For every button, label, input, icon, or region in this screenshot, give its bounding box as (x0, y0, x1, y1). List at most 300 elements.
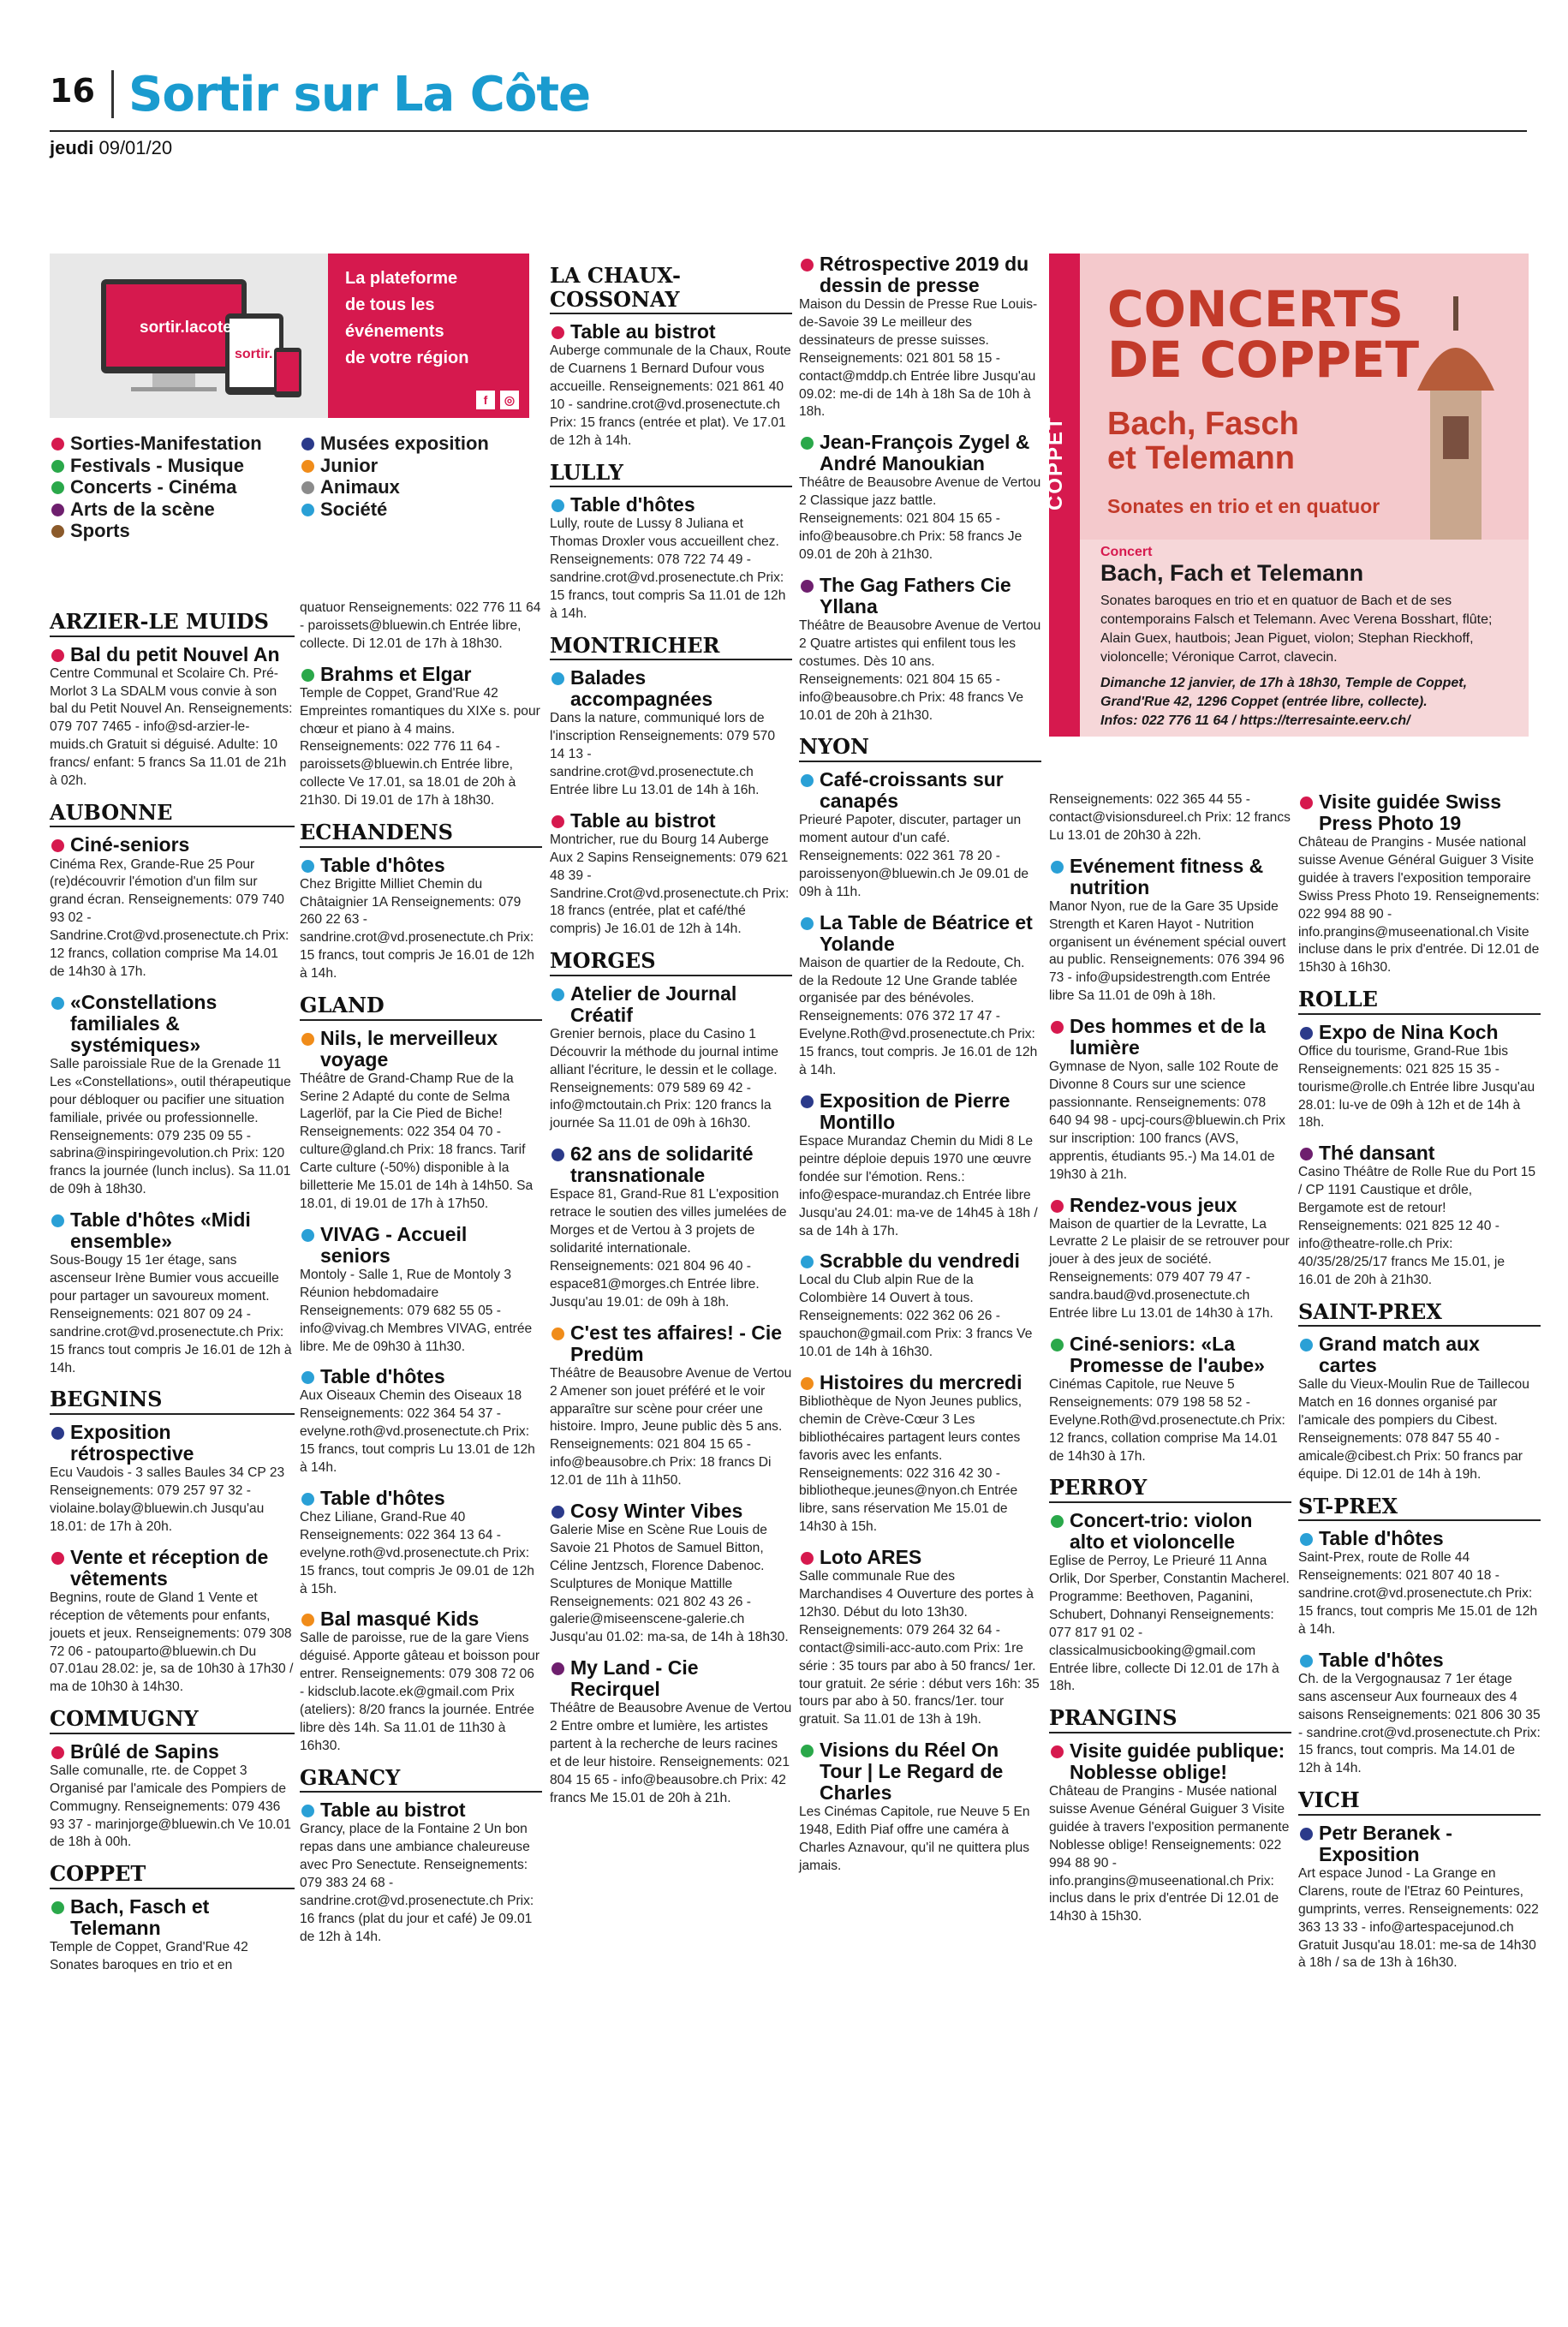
category-dot-icon (301, 504, 314, 516)
event-title (1049, 856, 1291, 898)
ad-text (345, 266, 468, 372)
concert-title-line: CONCERTS (1107, 280, 1404, 338)
event-listing (799, 1250, 1041, 1362)
event-details: Chez Brigitte Milliet Chemin du Châtaignier 1A Renseignements: 079 260 22 63 - sandrine.crot@vd.prosenectute.ch Prix: 15 francs, tout compris Je 16.01 de 12h à 14h. (300, 876, 534, 982)
event-title-text: VIVAG - Accueil seniors (320, 1222, 468, 1267)
event-details: Local du Club alpin Rue de la Colombière 14 Ouvert à tous. Renseignements: 022 362 06 26 - spauchon@gmail.com Prix: 3 francs Ve 10.01 de 14h à 16h30. (799, 1273, 1033, 1360)
event-title (550, 1657, 792, 1700)
event-title-text: Atelier de Journal Créatif (570, 982, 737, 1026)
page-number: 16 (50, 72, 95, 110)
event-listing (300, 855, 542, 983)
category-dot-icon (1051, 1515, 1064, 1528)
legend-col-left (50, 433, 262, 543)
event-title-text: Histoires du mercredi (820, 1370, 1022, 1393)
concert-subtitle-2: Sonates en trio et en quatuor (1107, 495, 1380, 517)
concert-body (1100, 545, 1511, 731)
event-title (799, 912, 1041, 955)
category-dot-icon (1300, 1339, 1313, 1351)
event-listing (550, 1322, 792, 1490)
event-title-text: La Table de Béatrice et Yolande (820, 910, 1033, 955)
category-dot-icon (551, 1328, 564, 1340)
legend-col-right (300, 433, 489, 521)
category-dot-icon (551, 1149, 564, 1161)
event-listing (550, 810, 792, 939)
event-details: Salle paroissiale Rue de la Grenade 11 Les «Constellations», outil thérapeutique pour débloquer ou pacifier une situation familiale, privée ou professionnelle. Renseignements: 079 235 09 55 - sabrina@inspiringevolution.ch Prix: 120 francs la journée (lunch inclus). Sa 11.01 de 09h à 18h30. (50, 1056, 291, 1197)
event-title-text: Balades accompagnées (570, 666, 713, 711)
event-title (799, 1250, 1041, 1272)
event-title (1298, 1650, 1541, 1671)
event-title (300, 1488, 542, 1509)
category-dot-icon (301, 481, 314, 494)
event-details: Manor Nyon, rue de la Gare 35 Upside Strength et Karen Hayot - Nutrition organisent un événement spécial ouvert au public. Renseignements: 076 394 96 73 - info@upsidestrength.com Entrée libre Sa 11.01 de 09h à 18h. (1049, 898, 1286, 1004)
event-listing (799, 1739, 1041, 1876)
event-title (300, 855, 542, 876)
legend-item (50, 499, 262, 520)
category-dot-icon (1051, 861, 1064, 874)
event-details: Begnins, route de Gland 1 Vente et réception de vêtements pour enfants, jouets et jeux. Renseignements: 079 308 72 06 - patouparto@bluewin.ch Du 07.01au 28.02: je, sa de 10h30 à 17h30 / ma de 10h30 à 14h30. (50, 1590, 294, 1695)
event-details: Salle communale Rue des Marchandises 4 Ouverture des portes à 12h30. Début du loto 13h30. Renseignements: 079 264 32 64 - contact@simili-acc-auto.com Prix: 1re série : 35 tours par abo à 50 francs/ 1er. tour gratuit. 2e série : début vers 16h: 35 tours par abo à 50. francs/1er. tour gratuit. Sa 11.01 de 13h à 19h. (799, 1569, 1040, 1727)
event-title-text: Table au bistrot (570, 808, 716, 832)
concert-subtitle (1107, 408, 1299, 476)
event-details: Grancy, place de la Fontaine 2 Un bon repas dans une ambiance chaleureuse avec Pro Senectute. Renseignements: 079 383 24 68 - sandrine.crot@vd.prosenectute.ch Prix: 16 francs (plat du jour et café) Je 09.01 de 12h à 14h. (300, 1822, 534, 1944)
category-dot-icon (551, 988, 564, 1001)
event-title-text: 62 ans de solidarité transnationale (570, 1143, 754, 1187)
town-heading: SAINT-PREX (1298, 1300, 1541, 1328)
event-details: Sous-Bougy 15 1er étage, sans ascenseur Irène Bumier vous accueille pour partager un savoureux moment. Renseignements: 021 807 09 24 - sandrine.crot@vd.prosenectute.ch Prix: 15 francs tout compris Je 16.01 de 12h à 14h. (50, 1253, 292, 1375)
category-dot-icon (551, 672, 564, 685)
event-title (1298, 1528, 1541, 1549)
event-listing (300, 1224, 542, 1357)
event-listing (1298, 1334, 1541, 1483)
event-title-text: Des hommes et de la lumière (1070, 1015, 1266, 1059)
event-details: Maison du Dessin de Presse Rue Louis-de-Savoie 39 Le meilleur des dessinateurs de presse suisses. Renseignements: 021 801 58 15 - contact@mddp.ch Entrée libre Jusqu'au 09.02: me-di de 14h à 18h Sa de 10h à 18h. (799, 297, 1038, 420)
event-title-text: Ciné-seniors: «La Promesse de l'aube» (1070, 1332, 1265, 1376)
concert-feature (1044, 254, 1529, 737)
event-title (1298, 1823, 1541, 1865)
legend-item (300, 477, 489, 498)
town-heading: MORGES (550, 949, 792, 976)
event-details: quatuor Renseignements: 022 776 11 64 - paroissets@bluewin.ch Entrée libre, collecte. Di 12.01 de 17h à 18h30. (300, 600, 541, 651)
event-details: Auberge communale de la Chaux, Route de Cuarnens 1 Bernard Dufour vous accueille. Renseignements: 021 861 40 10 - sandrine.crot@vd.prosenectute.ch Prix: 15 francs (entrée et plat). Ve 17.01 de 12h à 14h. (550, 343, 791, 448)
sortir-advertisement[interactable] (50, 254, 529, 418)
event-title (50, 1209, 295, 1252)
event-title-text: Brûlé de Sapins (70, 1739, 219, 1763)
legend-item (300, 456, 489, 476)
event-title-text: Jean-François Zygel & André Manoukian (820, 431, 1030, 475)
event-details: Bibliothèque de Nyon Jeunes publics, chemin de Crève-Cœur 3 Les bibliothécaires partagent leurs contes favoris avec les enfants. Renseignements: 022 316 42 30 - bibliotheque.jeunes@nyon.ch Entrée libre, sans réservation Me 15.01 de 14h30 à 15h. (799, 1393, 1022, 1535)
event-details: Montricher, rue du Bourg 14 Auberge Aux 2 Sapins Renseignements: 079 621 48 39 - Sandrine.Crot@vd.prosenectute.ch Prix: 18 francs (entrée, plat et café/thé compris) Je 16.01 de 12h à 14h. (550, 832, 790, 937)
town-heading: ST-PREX (1298, 1495, 1541, 1522)
concert-kind: Concert (1100, 545, 1153, 559)
event-title (50, 1741, 295, 1763)
event-listing (1049, 1016, 1291, 1184)
legend-label: Animaux (320, 476, 400, 498)
event-details: Aux Oiseaux Chemin des Oiseaux 18 Renseignements: 022 364 54 37 - evelyne.roth@vd.prosenectute.ch Prix: 15 francs, tout compris Lu 13.01 de 12h à 14h. (300, 1388, 535, 1476)
event-listing (300, 1366, 542, 1477)
concert-name: Bach, Fach et Telemann (1100, 560, 1364, 586)
event-listing (1049, 1740, 1291, 1926)
category-dot-icon (551, 1506, 564, 1519)
event-title-text: Rendez-vous jeux (1070, 1193, 1237, 1216)
event-title (1298, 1143, 1541, 1164)
event-title-text: Bal masqué Kids (320, 1608, 480, 1631)
event-details: Lully, route de Lussy 8 Juliana et Thomas Droxler vous accueillent chez. Renseignements: 078 722 74 49 - sandrine.crot@vd.prosenectute.ch Prix: 15 francs, tout compris Sa 11.01 de 12h à 14h. (550, 516, 786, 621)
event-listing (550, 1501, 792, 1647)
event-details: Renseignements: 022 365 44 55 - contact@visionsdureel.ch Prix: 12 francs Lu 13.01 de 20h30 à 22h. (1049, 792, 1291, 843)
event-title (799, 432, 1041, 474)
category-dot-icon (1300, 1655, 1313, 1668)
category-dot-icon (51, 504, 64, 516)
town-heading: AUBONNE (50, 801, 295, 828)
event-listing (799, 1547, 1041, 1729)
event-title-text: Scrabble du vendredi (820, 1250, 1020, 1273)
concert-subtitle-line: Bach, Fasch (1107, 406, 1299, 442)
event-title-text: The Gag Fathers Cie Yllana (820, 573, 1011, 618)
social-icons (476, 391, 519, 409)
event-listing (550, 667, 792, 800)
concert-tag-label: COPPET (1044, 415, 1067, 510)
event-title (300, 1366, 542, 1387)
event-listing (300, 664, 542, 810)
category-dot-icon (51, 460, 64, 473)
category-dot-icon (1051, 1021, 1064, 1034)
category-dot-icon (801, 580, 814, 593)
event-listing (799, 575, 1041, 725)
category-dot-icon (801, 1552, 814, 1565)
event-details: Ch. de la Vergognausaz 7 1er étage sans ascenseur Aux fourneaux des 4 saisons Renseignements: 021 806 30 35 - sandrine.crot@vd.prosenectute.ch Prix: 15 francs, tout compris. Ma 14.01 de 12h à 14h. (1298, 1671, 1541, 1776)
event-details: Théâtre de Beausobre Avenue de Vertou 2 Amener son jouet préféré et le voir apparaître sur scène pour créer une histoire. Impro, Jeune public dès 5 ans. Renseignements: 021 804 15 65 - info@beausobre.ch Prix: 18 francs Di 12.01 de 11h à 11h50. (550, 1365, 792, 1489)
event-listing (799, 1372, 1041, 1536)
category-dot-icon (801, 1745, 814, 1757)
event-listing (1298, 1022, 1541, 1133)
category-dot-icon (1051, 1745, 1064, 1758)
event-title (300, 1608, 542, 1630)
event-title (50, 834, 295, 856)
legend-item (50, 477, 262, 498)
event-details: Les Cinémas Capitole, rue Neuve 5 En 1948, Edith Piaf offre une caméra à Charles Aznavour, qu'il ne quittera plus jamais. (799, 1805, 1030, 1874)
event-title (799, 1547, 1041, 1568)
town-heading: LULLY (550, 461, 792, 488)
event-details: Temple de Coppet, Grand'Rue 42 Empreintes romantiques du XIXe s. pour chœur et piano à 4 mains. Renseignements: 022 776 11 64 - paroissets@bluewin.ch Entrée libre, collecte Ve 17.01, sa 18.01 de 20h à 21h30. Di 19.01 de 17h à 18h30. (300, 685, 540, 808)
event-listing (799, 912, 1041, 1080)
header-rule (50, 130, 1527, 132)
event-details: Dans la nature, communiqué lors de l'inscription Renseignements: 079 570 14 13 - sandrine.crot@vd.prosenectute.ch Entrée libre Lu 13.01 de 14h à 16h. (550, 711, 776, 797)
town-heading: ARZIER-LE MUIDS (50, 610, 295, 637)
event-title-text: Expo de Nina Koch (1319, 1020, 1499, 1043)
event-title-text: Cosy Winter Vibes (570, 1499, 743, 1522)
event-details: Théâtre de Beausobre Avenue de Vertou 2 Quatre artistes qui enfilent tous les costumes. Dès 10 ans. Renseignements: 021 804 15 65 - info@beausobre.ch Prix: 48 francs Ve 10.01 de 20h à 21h30. (799, 618, 1041, 723)
category-dot-icon (801, 774, 814, 787)
category-dot-icon (301, 460, 314, 473)
event-details: Château de Prangins - Musée national suisse Avenue Général Guiguer 3 Visite guidée à travers l'exposition temporaire Swiss Press Photo 19. Renseignements: 022 994 88 90 - info.prangins@museenational.ch Visite incluse dans le prix d'entrée. Di 12.01 de 15h30 à 16h30. (1298, 835, 1540, 976)
event-listing (50, 992, 295, 1199)
category-dot-icon (51, 839, 64, 852)
category-dot-icon (301, 669, 314, 682)
section-title: Sortir sur La Côte (128, 67, 591, 122)
event-title-text: Loto ARES (820, 1546, 922, 1569)
event-title-text: Visions du Réel On Tour | Le Regard de Charles (820, 1739, 1004, 1805)
category-dot-icon (51, 1746, 64, 1759)
event-title (1298, 1334, 1541, 1376)
category-dot-icon (301, 1493, 314, 1506)
event-listing (799, 769, 1041, 902)
event-title (300, 1028, 542, 1071)
event-listing (550, 1657, 792, 1807)
svg-text:sortir.: sortir. (235, 347, 273, 361)
event-title-text: Visite guidée publique: Noblesse oblige! (1070, 1739, 1285, 1783)
event-listing (50, 834, 295, 981)
event-title-text: Thé dansant (1319, 1142, 1435, 1165)
event-listing (799, 254, 1041, 421)
column-2 (300, 600, 542, 1957)
event-title (799, 1372, 1041, 1393)
town-heading: PRANGINS (1049, 1706, 1291, 1733)
event-title (300, 1799, 542, 1821)
event-details: Eglise de Perroy, Le Prieuré 11 Anna Orlik, Dor Sperber, Constantin Macherel. Programme: Beethoven, Paganini, Schubert, Dohnanyi Renseignements: 077 817 91 02 - classicalmusicbooking@gmail.com Entrée libre, collecte Di 12.01 de 17h à 18h. (1049, 1554, 1290, 1694)
event-details: Chez Liliane, Grand-Rue 40 Renseignements: 022 364 13 64 - evelyne.roth@vd.prosenectute.ch Prix: 15 francs, tout compris Je 09.01 de 12h à 15h. (300, 1509, 534, 1596)
event-title-text: Petr Beranek - Exposition (1319, 1821, 1452, 1865)
event-details: Salle de paroisse, rue de la gare Viens déguisé. Apporte gâteau et boisson pour entrer. Renseignements: 079 308 72 06 - kidsclub.lacote.ek@gmail.com Prix (ateliers): 8/20 francs la journée. Entrée libre dès 14h. Sa 11.01 de 11h30 à 16h30. (300, 1631, 540, 1753)
event-details: Château de Prangins - Musée national suisse Avenue Général Guiguer 3 Visite guidée à travers l'exposition permanente Noblesse oblige! Renseignements: 022 994 88 90 - info.prangins@museenational.ch Prix: inclus dans le prix d'entrée Di 12.01 de 14h30 à 15h30. (1049, 1784, 1290, 1924)
event-title-text: My Land - Cie Recirquel (570, 1656, 699, 1701)
concert-info: Dimanche 12 janvier, de 17h à 18h30, Temple de Coppet, Grand'Rue 42, 1296 Coppet (entrée libre, collecte). (1100, 676, 1468, 710)
event-details: Montoly - Salle 1, Rue de Montoly 3 Réunion hebdomadaire Renseignements: 079 682 55 05 - info@vivag.ch Membres VIVAG, entrée libre. Me de 09h30 à 11h30. (300, 1267, 533, 1354)
column-3 (550, 254, 792, 1818)
event-listing (300, 1608, 542, 1755)
issue-date-value: 09/01/20 (98, 137, 173, 158)
event-details: Casino Théâtre de Rolle Rue du Port 15 / CP 1191 Caustique et drôle, Bergamote est de retour! Renseignements: 021 825 12 40 - info@theatre-rolle.ch Prix: 40/35/28/25/17 francs Me 15.01, je 16.01 de 20h à 21h30. (1298, 1165, 1536, 1287)
legend-label: Sorties-Manifestation (70, 433, 262, 454)
event-title-text: Visite guidée Swiss Press Photo 19 (1319, 791, 1502, 835)
header-separator (111, 70, 114, 118)
category-dot-icon (51, 1214, 64, 1227)
category-dot-icon (801, 1256, 814, 1268)
category-dot-icon (51, 438, 64, 450)
event-listing (799, 1090, 1041, 1240)
event-details: Salle comunalle, rte. de Coppet 3 Organisé par l'amicale des Pompiers de Commugny. Renseignements: 079 436 93 37 - marinjorge@bluewin.ch Ve 10.01 de 18h à 00h. (50, 1763, 291, 1850)
event-title-text: Evénement fitness & nutrition (1070, 854, 1264, 898)
event-listing (50, 1896, 295, 1975)
event-title (300, 1224, 542, 1267)
devices-illustration (50, 254, 328, 418)
concert-title (1107, 280, 1420, 390)
event-listing (1298, 1650, 1541, 1778)
ad-line: de tous les (345, 295, 435, 314)
event-listing (550, 494, 792, 623)
event-title-text: C'est tes affaires! - Cie Predüm (570, 1321, 783, 1365)
event-details: Théâtre de Beausobre Avenue de Vertou 2 Classique jazz battle. Renseignements: 021 804 15 65 - info@beausobre.ch Prix: 58 francs Je 09.01 de 20h à 21h30. (799, 475, 1041, 563)
event-details: Espace 81, Grand-Rue 81 L'exposition retrace le soutien des villes jumelées de Morges et de Vertou à 3 projets de solidarité internationale. Renseignements: 021 804 96 40 - espace81@morges.ch Entrée libre. Jusqu'au 19.01: de 09h à 18h. (550, 1187, 787, 1310)
event-details: Ecu Vaudois - 3 salles Baules 34 CP 23 Renseignements: 079 257 97 32 - violaine.bolay@bluewin.ch Jusqu'au 18.01: de 17h à 20h. (50, 1465, 285, 1534)
category-dot-icon (301, 438, 314, 450)
page-header (50, 67, 1527, 135)
category-dot-icon (1300, 1533, 1313, 1546)
category-dot-icon (51, 649, 64, 662)
category-dot-icon (801, 1377, 814, 1390)
event-listing (550, 983, 792, 1133)
category-dot-icon (801, 259, 814, 271)
event-listing (1298, 1143, 1541, 1289)
category-dot-icon (51, 1427, 64, 1440)
category-dot-icon (301, 1371, 314, 1384)
event-title-text: Nils, le merveilleux voyage (320, 1026, 498, 1071)
event-listing (1298, 791, 1541, 977)
concert-info-contact[interactable]: Infos: 022 776 11 64 / https://terresainte.eerv.ch/ (1100, 713, 1410, 729)
legend-label: Festivals - Musique (70, 454, 244, 476)
category-dot-icon (1051, 1339, 1064, 1351)
concert-title-line: DE COPPET (1107, 331, 1420, 390)
event-title (799, 254, 1041, 296)
event-listing (1049, 791, 1291, 845)
event-title-text: Bach, Fasch et Telemann (70, 1894, 210, 1939)
event-listing (300, 1028, 542, 1214)
event-title (50, 1896, 295, 1939)
event-details: Espace Murandaz Chemin du Midi 8 Le peintre déploie depuis 1970 une œuvre fondée sur l'émotion. Rens.: info@espace-murandaz.ch Entrée libre Jusqu'au 24.01: ma-ve de 14h45 à 18h / sa de 14h à 17h. (799, 1134, 1038, 1238)
event-details: Maison de quartier de la Redoute, Ch. de la Redoute 12 Une Grande tablée organisée par des bénévoles. Renseignements: 076 372 17 47 - Evelyne.Roth@vd.prosenectute.ch Prix: 15 francs, tout compris. Je 16.01 de 12h à 14h. (799, 955, 1038, 1078)
event-title-text: Exposition de Pierre Montillo (820, 1089, 1011, 1133)
event-title (1049, 1195, 1291, 1216)
event-listing (1298, 1528, 1541, 1639)
ad-line: La plateforme (345, 269, 458, 288)
event-details: Cinéma Rex, Grande-Rue 25 Pour (re)découvrir l'émotion d'un film sur grand écran. Renseignements: 079 740 93 02 - Sandrine.Crot@vd.prosenectute.ch Prix: 12 francs, collation comprise Ma 14.01 de 14h30 à 17h. (50, 856, 289, 979)
event-details: Théâtre de Beausobre Avenue de Vertou 2 Entre ombre et lumière, les artistes partent à la recherche de leurs racines et de leur histoire. Renseignements: 021 804 15 65 - info@beausobre.ch Prix: 42 francs Me 15.01 de 20h à 21h. (550, 1701, 792, 1805)
legend-label: Musées exposition (320, 433, 489, 454)
issue-day: jeudi (50, 137, 94, 158)
event-title (1298, 791, 1541, 834)
column-4 (799, 254, 1041, 1886)
instagram-icon[interactable]: ◎ (500, 391, 519, 409)
category-dot-icon (1300, 1148, 1313, 1161)
town-heading: ECHANDENS (300, 820, 542, 848)
event-title (799, 769, 1041, 812)
event-title (550, 810, 792, 832)
legend-label: Sports (70, 520, 130, 542)
event-details: Office du tourisme, Grand-Rue 1bis Renseignements: 021 825 15 35 - tourisme@rolle.ch Entrée libre Jusqu'au 28.01: lu-ve de 09h à 12h et de 14h à 18h. (1298, 1043, 1535, 1131)
event-title (799, 575, 1041, 618)
event-title (550, 667, 792, 710)
category-dot-icon (1051, 1200, 1064, 1213)
event-title-text: Table d'hôtes «Midi ensemble» (70, 1208, 251, 1253)
town-heading: VICH (1298, 1788, 1541, 1816)
event-details: Salle du Vieux-Moulin Rue de Taillecou Match en 16 donnes organisé par l'amicale des pompiers du Cibest. Renseignements: 078 847 55 40 - amicale@cibest.ch Prix: 50 francs par équipe. Di 12.01 de 14h à 19h. (1298, 1377, 1529, 1482)
event-title-text: Bal du petit Nouvel An (70, 642, 280, 665)
event-title (1049, 1740, 1291, 1783)
event-listing (1049, 1195, 1291, 1323)
concert-subtitle-line: et Telemann (1107, 439, 1295, 476)
category-dot-icon (51, 1901, 64, 1914)
ad-banner (328, 254, 529, 418)
event-title-text: Table d'hôtes (1319, 1527, 1444, 1550)
event-title (550, 983, 792, 1026)
category-dot-icon (551, 326, 564, 339)
town-heading: GRANCY (300, 1766, 542, 1793)
event-details: Prieuré Papoter, discuter, partager un moment autour d'un café. Renseignements: 022 361 78 20 - paroissenyon@bluewin.ch Je 09.01 de 09h à 11h. (799, 813, 1029, 899)
category-dot-icon (301, 1229, 314, 1242)
event-details: Temple de Coppet, Grand'Rue 42 Sonates baroques en trio et en (50, 1940, 248, 1972)
event-title-text: Concert-trio: violon alto et violoncelle (1070, 1509, 1253, 1554)
event-listing (300, 1799, 542, 1946)
event-listing (300, 1488, 542, 1599)
concert-tag (1044, 254, 1080, 737)
event-title (50, 1547, 295, 1590)
event-title (50, 1422, 295, 1465)
event-details: Saint-Prex, route de Rolle 44 Renseignements: 021 807 40 18 - sandrine.crot@vd.prosenectute.ch Prix: 15 francs, tout compris Me 15.01 de 12h à 14h. (1298, 1550, 1538, 1637)
event-title-text: Table d'hôtes (320, 853, 445, 876)
event-details: Maison de quartier de la Levratte, La Levratte 2 Le plaisir de se retrouver pour jouer à des jeux de société. Renseignements: 079 407 79 47 - sandra.baud@vd.prosenectute.ch Entrée libre Lu 13.01 de 14h30 à 17h. (1049, 1216, 1290, 1322)
category-dot-icon (1300, 1027, 1313, 1040)
town-heading: NYON (799, 735, 1041, 762)
legend-item (300, 433, 489, 454)
event-title (1049, 1510, 1291, 1553)
event-title-text: Rétrospective 2019 du dessin de presse (820, 253, 1029, 297)
event-title-text: Table d'hôtes (320, 1365, 445, 1388)
event-title (550, 494, 792, 516)
event-title-text: Table d'hôtes (570, 493, 695, 516)
category-dot-icon (801, 437, 814, 450)
concert-description: Sonates baroques en trio et en quatuor de Bach et de ses contemporains Falsch et Telemann. Avec Verena Bosshart, flûte; Alain Guex, hautbois; Jean Piguet, violon; Stephan Rieckhoff, violoncelle; Véronique Carrot, clavecin. (1100, 594, 1493, 665)
event-details: Art espace Junod - La Grange en Clarens, route de l'Etraz 60 Peintures, gumprints, verres. Renseignements: 022 363 13 33 - info@artespacejunod.ch Gratuit Jusqu'au 18.01: me-sa de 14h30 à 18h / sa de 13h à 16h30. (1298, 1865, 1539, 1971)
event-listing (50, 1547, 295, 1697)
event-listing (50, 1209, 295, 1377)
event-listing (1049, 1510, 1291, 1696)
event-listing (1049, 856, 1291, 1005)
event-title-text: Exposition rétrospective (70, 1421, 194, 1465)
event-title (550, 321, 792, 343)
event-details: Théâtre de Grand-Champ Rue de la Serine 2 Adapté du conte de Selma Lagerlöf, par la Cie Pied de Biche! Renseignements: 022 354 04 70 - culture@gland.ch Prix: 18 francs. Tarif Carte culture (-50%) disponible à la billetterie Me 15.01 de 14h à 14h50. Sa 18.01, di 19.01 de 17h à 17h50. (300, 1071, 534, 1211)
event-details: Gymnase de Nyon, salle 102 Route de Divonne 8 Cours sur une science passionnante. Renseignements: 078 640 94 98 - upcj-cours@bluewin.ch Prix sur inscription: 100 francs (AVS, apprentis, étudiants 95.-) Ma 14.01 de 19h30 à 21h. (1049, 1059, 1285, 1182)
legend-label: Junior (320, 454, 379, 476)
event-title (1049, 1016, 1291, 1059)
event-title-text: Brahms et Elgar (320, 662, 472, 685)
event-details: Cinémas Capitole, rue Neuve 5 Renseignements: 079 198 58 52 - Evelyne.Roth@vd.prosenectute.ch Prix: 12 francs, collation comprise Ma 14.01 de 14h30 à 17h. (1049, 1377, 1285, 1464)
town-heading: COPPET (50, 1862, 295, 1889)
category-dot-icon (51, 997, 64, 1010)
town-heading: LA CHAUX-COSSONAY (550, 264, 792, 314)
town-heading: ROLLE (1298, 987, 1541, 1015)
town-heading: MONTRICHER (550, 634, 792, 661)
event-title-text: Table d'hôtes (1319, 1648, 1444, 1671)
event-title-text: Table au bistrot (570, 320, 716, 343)
event-listing (550, 1143, 792, 1311)
category-dot-icon (301, 1805, 314, 1817)
event-title-text: «Constellations familiales & systémiques» (70, 990, 218, 1056)
column-1 (50, 600, 295, 1985)
category-dot-icon (301, 1033, 314, 1046)
ad-line: événements (345, 322, 444, 341)
category-dot-icon (551, 499, 564, 512)
town-heading: BEGNINS (50, 1387, 295, 1415)
event-title (50, 644, 295, 665)
event-title (1298, 1022, 1541, 1043)
svg-text:sortir.lacote.ch: sortir.lacote.ch (140, 319, 256, 337)
event-title-text: Café-croissants sur canapés (820, 768, 1004, 813)
category-dot-icon (51, 525, 64, 538)
event-listing (50, 644, 295, 791)
event-title-text: Table au bistrot (320, 1799, 466, 1822)
column-5 (1049, 791, 1291, 1936)
category-dot-icon (801, 1095, 814, 1108)
category-dot-icon (51, 481, 64, 494)
event-listing (300, 600, 542, 653)
town-heading: COMMUGNY (50, 1707, 295, 1734)
facebook-icon[interactable]: f (476, 391, 495, 409)
event-listing (1049, 1334, 1291, 1466)
event-title (50, 992, 295, 1056)
legend-label: Concerts - Cinéma (70, 476, 237, 498)
event-title-text: Grand match aux cartes (1319, 1333, 1480, 1377)
event-details: Galerie Mise en Scène Rue Louis de Savoie 21 Photos de Samuel Bitton, Céline Jentzsch, Florence Dabenoc. Sculptures de Monique Mattille Renseignements: 021 802 43 26 - galerie@miseenscene-galerie.ch Jusqu'au 01.02: ma-sa, de 14h à 18h30. (550, 1523, 789, 1645)
event-listing (799, 432, 1041, 564)
